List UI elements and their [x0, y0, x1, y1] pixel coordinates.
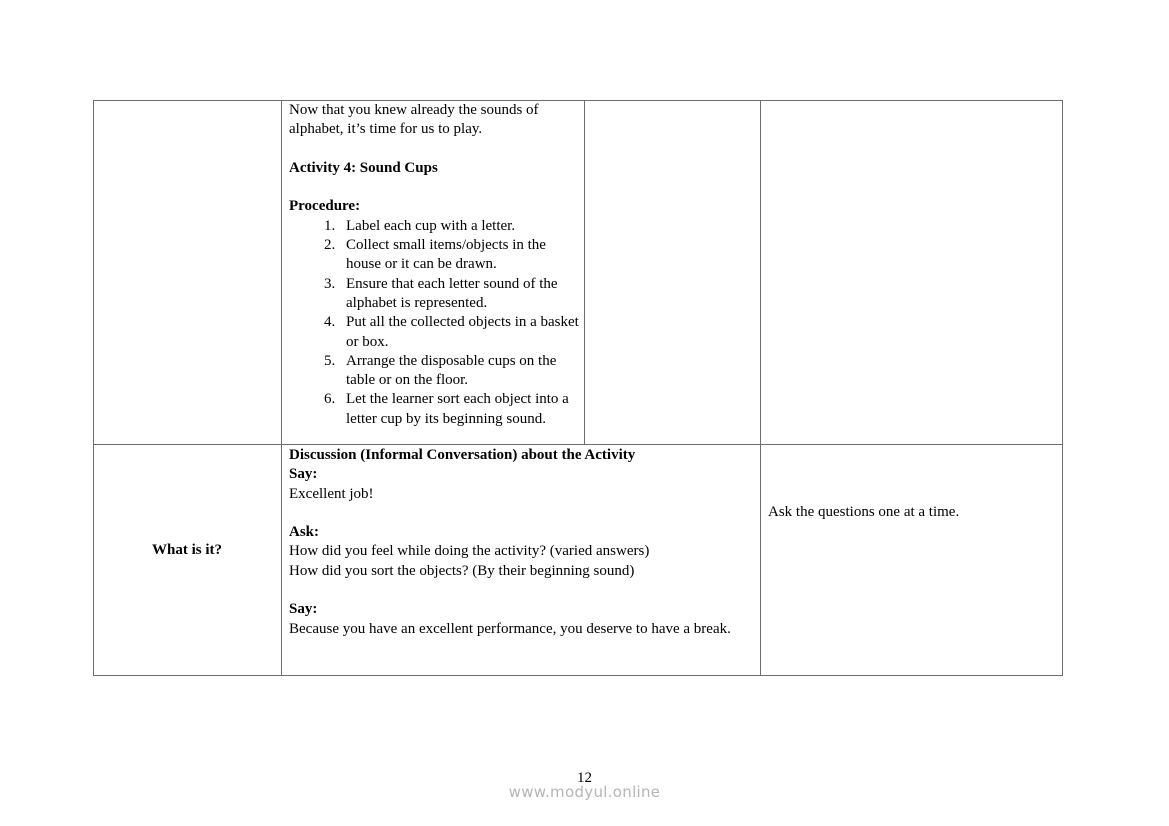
- say-label: Say:: [289, 601, 318, 618]
- procedure-list: [289, 217, 579, 429]
- table-border-bottom: [93, 675, 1063, 676]
- column-divider: [760, 100, 761, 676]
- discussion-title: Discussion (Informal Conversation) about the Activity: [289, 447, 636, 463]
- ask-label: Ask:: [289, 524, 320, 541]
- procedure-step: 6. Let the learner sort each object into a letter cup by its beginning sound.: [339, 390, 579, 429]
- procedure-step: 4. Put all the collected objects in a basket or box.: [339, 313, 579, 352]
- procedure-step: 1. Label each cup with a letter.: [339, 217, 579, 236]
- section-label: What is it?: [151, 542, 222, 558]
- procedure-label: Procedure:: [289, 198, 361, 215]
- ask-question: How did you feel while doing the activity? (varied answers): [289, 543, 650, 560]
- table-border-right: [1062, 100, 1063, 676]
- activity-cell: [289, 101, 579, 429]
- watermark: www.modyul.online: [508, 783, 661, 801]
- column-divider: [584, 100, 585, 444]
- procedure-step: 3. Ensure that each letter sound of the alphabet is represented.: [339, 275, 579, 314]
- discussion-cell: [289, 446, 754, 639]
- ask-question: How did you sort the objects? (By their beginning sound): [289, 562, 635, 579]
- intro-text: Now that you knew already the sounds of alphabet, it’s time for us to play.: [289, 102, 539, 138]
- activity-title: Activity 4: Sound Cups: [289, 159, 438, 176]
- procedure-step: 5. Arrange the disposable cups on the table or on the floor.: [339, 352, 579, 391]
- teacher-note: Ask the questions one at a time.: [768, 504, 960, 520]
- row-divider: [93, 444, 1063, 445]
- column-divider: [281, 100, 282, 676]
- table-border-left: [93, 100, 94, 676]
- say-label: Say:: [289, 466, 318, 483]
- page-number: 12: [577, 770, 592, 786]
- procedure-step: 2. Collect small items/objects in the house or it can be drawn.: [339, 236, 579, 275]
- say-text: Because you have an excellent performance, you deserve to have a break.: [289, 620, 731, 637]
- say-text: Excellent job!: [289, 485, 374, 502]
